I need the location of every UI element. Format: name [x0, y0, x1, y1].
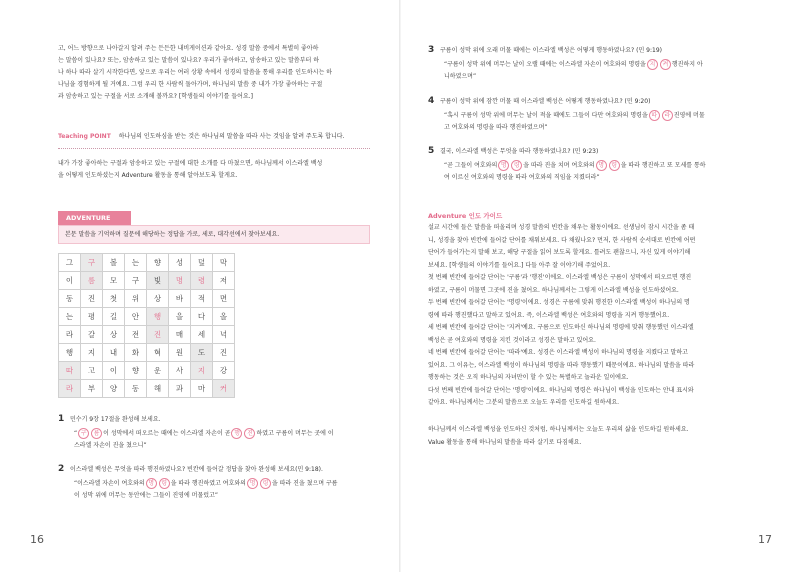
answer-circle: 행: [231, 428, 242, 439]
grid-cell: 동: [59, 290, 81, 308]
grid-cell: 화: [125, 344, 147, 362]
intro-paragraph: [58, 43, 378, 103]
grid-cell: 내: [103, 344, 125, 362]
q5-text-a: “곧 그들이 여호와의: [444, 162, 498, 169]
closing-line: 을 어떻게 인도하셨는지 Adventure 활동을 통해 알아보도록 할게요.: [58, 172, 238, 179]
grid-cell: 첫: [103, 290, 125, 308]
grid-cell: 매: [169, 326, 191, 344]
grid-cell: 상: [103, 326, 125, 344]
page-number-left: 16: [30, 533, 44, 546]
question-5: [440, 146, 785, 184]
question-5-number: 5: [428, 146, 435, 156]
question-1-number: 1: [58, 414, 65, 424]
grid-cell: 막: [213, 254, 235, 272]
q2-text-a: “이스라엘 자손이 여호와의: [74, 480, 145, 487]
grid-cell: 면: [213, 290, 235, 308]
grid-cell: 라: [59, 380, 81, 398]
q3-text-d: 니하였으며”: [444, 73, 477, 80]
grid-cell: 갈: [81, 326, 103, 344]
q1-text-d: 스라엘 자손이 진을 쳤으니”: [74, 442, 147, 449]
grid-cell: 부: [81, 380, 103, 398]
grid-cell: 이: [59, 272, 81, 290]
q3-text-a: “구름이 성막 위에 머무는 날이 오랠 때에는 이스라엘 자손이 여호와의 명령을: [444, 61, 646, 68]
guide-line: 하였고, 구름이 머물면 그곳에 진을 쳤어요. 하나님께서는 그렇게 이스라엘 백성을 인도하셨어요.: [428, 286, 679, 294]
grid-row: [59, 254, 235, 272]
grid-cell: 원: [169, 344, 191, 362]
grid-cell: 저: [213, 272, 235, 290]
question-3: [440, 45, 775, 83]
grid-cell: 양: [103, 380, 125, 398]
question-1-title: 민수기 9장 17절을 완성해 보세요.: [70, 416, 161, 423]
grid-cell: 진: [147, 326, 169, 344]
question-2-answer: [70, 478, 380, 490]
answer-circle: 따: [649, 110, 660, 121]
question-5-title: 결국, 이스라엘 백성은 무엇을 따라 행동하였나요? (민 9:23): [440, 148, 599, 155]
teaching-point-text: 하나님의 인도하심을 받는 것은 하나님의 말씀을 따라 사는 것임을 알려 주도록 합니다.: [118, 133, 345, 140]
closing-paragraph: [58, 158, 378, 182]
grid-cell: 혁: [147, 344, 169, 362]
grid-cell: 모: [103, 272, 125, 290]
grid-cell: 위: [125, 290, 147, 308]
q1-text-a: “: [74, 430, 78, 437]
grid-cell: 해: [147, 380, 169, 398]
grid-cell: 도: [191, 344, 213, 362]
guide-closing-line: 하나님께서 이스라엘 백성을 인도하신 것처럼, 하나님께서는 오늘도 우리의 삶을 인도하길 원하세요.: [428, 426, 689, 433]
right-page: [400, 0, 800, 572]
guide-line: 다섯 번째 빈칸에 들어갈 단어는 '명령'이에요. 하나님의 명령은 하나님이 백성을 인도하는 안내 표시와: [428, 386, 694, 394]
grid-row: [59, 344, 235, 362]
grid-cell: 올: [213, 308, 235, 326]
intro-line: 나님을 경험하게 될 거예요. 그럼 우리 한 사람씩 돌아가며, 하나님의 말씀 중 내가 가장 좋아하는 구절: [58, 81, 323, 88]
q5-text-c: 을 따라 행진하고 또 모세를 통하: [620, 162, 706, 169]
guide-closing-line: Value 활동을 통해 하나님의 말씀을 따라 살기로 다짐해요.: [428, 438, 582, 446]
grid-cell: 넉: [213, 326, 235, 344]
adventure-instruction: 본문 말씀을 기억하며 질문에 해당하는 정답을 가로, 세로, 대각선에서 찾아보세요.: [58, 225, 370, 244]
grid-cell: 을: [169, 308, 191, 326]
grid-cell: 사: [169, 362, 191, 380]
guide-line: 같아요. 하나님께서는 그분의 말씀으로 오늘도 우리를 인도하길 원하세요.: [428, 399, 620, 406]
grid-cell: 세: [191, 326, 213, 344]
answer-circle: 명: [247, 478, 258, 489]
grid-row: [59, 290, 235, 308]
word-search-grid: [58, 253, 235, 398]
adventure-tag: ADVENTURE: [58, 211, 131, 225]
guide-line: 네 번째 빈칸에 들어갈 단어는 '따라'예요. 성경은 이스라엘 백성이 하나님의 명령을 지켰다고 말하고: [428, 349, 688, 356]
guide-line: 설교 시간에 들은 말씀을 떠올리며 성경 말씀의 빈칸을 채우는 활동이에요. 선생님이 잠시 시간을 좀 태: [428, 224, 695, 231]
grid-cell: 안: [125, 308, 147, 326]
grid-cell: 빛: [147, 272, 169, 290]
grid-cell: 강: [213, 362, 235, 380]
guide-line: 있어요. 그 이유는, 이스라엘 백성이 하나님의 명령을 따라 행동했기 때문이에요. 하나님의 말씀을 따라: [428, 361, 695, 369]
answer-circle: 령: [609, 160, 620, 171]
grid-row: [59, 380, 235, 398]
grid-cell: 는: [125, 254, 147, 272]
teaching-point-label: Teaching POINT: [58, 133, 111, 140]
answer-circle: 진: [244, 428, 255, 439]
grid-cell: 구: [125, 272, 147, 290]
answer-circle: 명: [146, 478, 157, 489]
grid-cell: 따: [59, 362, 81, 380]
grid-row: [59, 308, 235, 326]
guide-body: [428, 222, 773, 410]
page-number-right: 17: [758, 533, 772, 546]
intro-line: 고, 어느 방향으로 나아갈지 알려 주는 든든한 내비게이션과 같아요. 성경 말씀 중에서 특별히 좋아하: [58, 45, 319, 52]
question-3-answer: [440, 59, 775, 71]
question-1: [70, 414, 380, 452]
grid-cell: 령: [191, 272, 213, 290]
q4-text-d: 고 여호와의 명령을 따라 행진하였으며”: [444, 124, 548, 131]
grid-cell: 고: [81, 362, 103, 380]
q4-text-a: “혹시 구름이 성막 위에 머무는 날이 적을 때에도 그들이 다만 여호와의 명령을: [444, 112, 648, 119]
grid-cell: 커: [213, 380, 235, 398]
guide-line: 니, 성경을 찾아 빈칸에 들어갈 단어를 채워보세요. 다 채웠나요? 먼저, 한 사람씩 순서대로 빈칸에 어떤: [428, 236, 696, 244]
grid-cell: 운: [147, 362, 169, 380]
grid-cell: 향: [125, 362, 147, 380]
grid-cell: 덮: [191, 254, 213, 272]
grid-cell: 동: [125, 380, 147, 398]
answer-circle: 명: [498, 160, 509, 171]
answer-circle: 구: [78, 428, 89, 439]
answer-circle: 령: [260, 478, 271, 489]
q3-text-b: 행진하지 아: [671, 61, 703, 68]
grid-cell: 이: [103, 362, 125, 380]
q1-text-c: 하였고 구름이 머무는 곳에 이: [256, 430, 334, 437]
q4-text-b: 진영에 머물: [673, 112, 705, 119]
intro-line: 과 암송하고 있는 구절을 서로 소개해 볼까요? [학생들의 이야기를 들어요.]: [58, 93, 254, 100]
question-5-answer: [440, 160, 785, 172]
grid-cell: 라: [59, 326, 81, 344]
question-3-title: 구름이 성막 위에 오래 머물 때에는 이스라엘 백성은 어떻게 행동하였나요? (민 9:19): [440, 47, 662, 54]
grid-cell: 그: [59, 254, 81, 272]
grid-row: [59, 272, 235, 290]
guide-line: 보세요. [학생들의 이야기를 들어요.] 다들 아주 잘 이야기해 주었어요.: [428, 261, 611, 269]
grid-row: [59, 362, 235, 380]
question-4-answer: [440, 110, 775, 122]
question-4-number: 4: [428, 96, 435, 106]
intro-line: 나 하나 따라 살기 시작한다면, 앞으로 우리는 여러 상황 속에서 성경의 말씀을 통해 우리를 인도하시는 하: [58, 69, 332, 76]
grid-cell: 구: [81, 254, 103, 272]
guide-closing: [428, 424, 773, 449]
guide-line: 행동하는 것은 오직 하나님의 자녀만이 할 수 있는 특별하고 놀라운 일이에요.: [428, 374, 629, 381]
grid-cell: 행: [147, 308, 169, 326]
q5-text-b: 을 따라 진을 치며 여호와의: [523, 162, 595, 169]
answer-circle: 령: [511, 160, 522, 171]
closing-line: 내가 가장 좋아하는 구절과 암송하고 있는 구절에 대한 소개를 다 마쳤으면, 하나님께서 이스라엘 백성: [58, 160, 323, 167]
question-4-title: 구름이 성막 위에 잠깐 머물 때 이스라엘 백성은 어떻게 행동하였나요? (민 9:20): [440, 98, 651, 105]
grid-cell: 지: [81, 344, 103, 362]
q5-text-d: 여 이르신 여호와의 명령을 따라 여호와의 직임을 지켰더라”: [444, 174, 600, 181]
grid-cell: 행: [59, 344, 81, 362]
q2-text-d: 이 성막 위에 머무는 동안에는 그들이 진영에 머물렀고”: [74, 492, 218, 499]
q1-text-b: 이 성막에서 떠오르는 때에는 이스라엘 자손이 곧: [103, 430, 231, 437]
intro-line: 는 말씀이 있나요? 또는, 암송하고 있는 말씀이 있나요? 우리가 좋아하고, 암송하고 있는 말씀부터 하: [58, 57, 320, 64]
grid-cell: 진: [81, 290, 103, 308]
answer-circle: 지: [647, 59, 658, 70]
question-1-answer: [70, 428, 380, 440]
grid-cell: 진: [213, 344, 235, 362]
grid-cell: 지: [191, 362, 213, 380]
grid-cell: 마: [191, 380, 213, 398]
grid-cell: 과: [169, 380, 191, 398]
answer-circle: 령: [159, 478, 170, 489]
grid-cell: 는: [59, 308, 81, 326]
grid-cell: 전: [125, 326, 147, 344]
guide-line: 첫 번째 빈칸에 들어갈 단어는 '구름'과 '행진'이에요. 이스라엘 백성은 구름이 성막에서 떠오르면 행진: [428, 274, 692, 281]
question-4: [440, 96, 775, 134]
grid-cell: 름: [81, 272, 103, 290]
answer-circle: 름: [91, 428, 102, 439]
guide-line: 령에 따라 행진했다고 말하고 있어요. 즉, 이스라엘 백성은 여호와의 명령을 지켜 행동했어요.: [428, 311, 670, 319]
guide-line: 백성은 곧 여호와의 명령을 지킨 것이라고 성경은 말하고 있어요.: [428, 336, 596, 344]
grid-cell: 성: [169, 254, 191, 272]
grid-cell: 다: [191, 308, 213, 326]
question-2: [70, 464, 380, 502]
guide-line: 단어가 들어가는지 말해 보고, 해당 구절을 읽어 보도록 할게요. 틀려도 괜찮으니, 자신 있게 이야기해: [428, 249, 691, 256]
question-3-number: 3: [428, 45, 435, 55]
answer-circle: 명: [596, 160, 607, 171]
grid-cell: 바: [169, 290, 191, 308]
question-2-number: 2: [58, 464, 65, 474]
question-2-title: 이스라엘 백성은 무엇을 따라 행진하였나요? 빈칸에 들어갈 정답을 찾아 완성해 보세요(민 9:18).: [70, 466, 323, 473]
guide-title: Adventure 인도 가이드: [428, 212, 503, 220]
teaching-point: [58, 131, 370, 149]
guide-line: 두 번째 빈칸에 들어갈 단어는 '명령'이에요. 성경은 구름에 맞춰 행진한 이스라엘 백성이 하나님의 명: [428, 299, 690, 306]
grid-cell: 볼: [103, 254, 125, 272]
grid-row: [59, 326, 235, 344]
grid-cell: 길: [103, 308, 125, 326]
grid-cell: 상: [147, 290, 169, 308]
grid-cell: 적: [191, 290, 213, 308]
grid-cell: 평: [81, 308, 103, 326]
answer-circle: 라: [662, 110, 673, 121]
answer-circle: 켜: [660, 59, 671, 70]
grid-cell: 명: [169, 272, 191, 290]
q2-text-b: 을 따라 행진하였고 여호와의: [170, 480, 246, 487]
grid-cell: 향: [147, 254, 169, 272]
q2-text-c: 을 따라 진을 쳤으며 구름: [271, 480, 338, 487]
guide-line: 세 번째 빈칸에 들어갈 단어는 '지켜'예요. 구름으로 인도하신 하나님의 명령에 맞춰 행동했던 이스라엘: [428, 324, 694, 331]
